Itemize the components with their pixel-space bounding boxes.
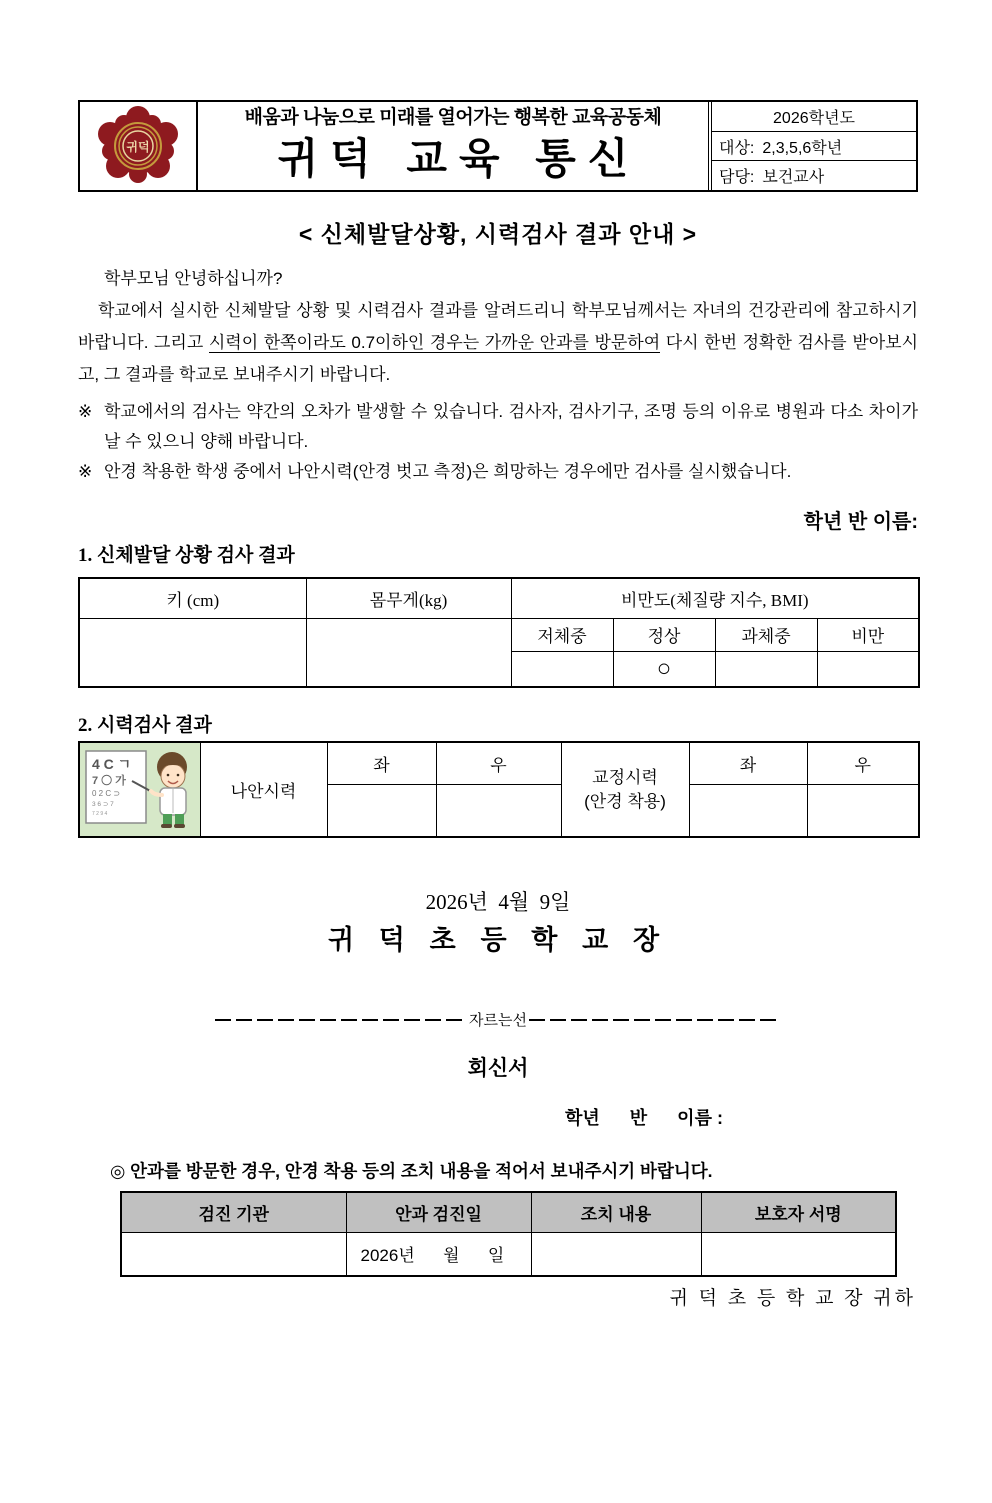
eye-chart-row: 3 6 ⊃ 7	[92, 801, 114, 808]
guardian-sign-header-cell: 보호자 서명	[701, 1192, 896, 1232]
naked-right-header-cell: 우	[436, 742, 561, 784]
document-page	[0, 100, 992, 1503]
school-year: 2026학년도	[773, 109, 855, 127]
header-info-box	[708, 102, 916, 190]
bmi-mark-underweight-cell	[511, 651, 613, 687]
bmi-category-cell: 정상	[613, 618, 715, 651]
header-center	[198, 102, 708, 190]
clinic-header-cell: 검진 기관	[121, 1192, 346, 1232]
manager-value: 보건교사	[762, 169, 825, 187]
corrected-left-value-cell	[689, 784, 807, 837]
body-text-before: 학교에서 실시한 신체발달 상황 및 시력검사 결과를 알려드리니 학부모님께서는 자녀의 건강관리에 참고하시기 바랍니다. 그리고	[78, 301, 918, 352]
corrected-left-header-cell: 좌	[689, 742, 807, 784]
vision-test-table	[78, 741, 920, 838]
bmi-mark-overweight-cell	[715, 651, 817, 687]
weight-value-cell	[306, 618, 511, 687]
note-item	[78, 397, 918, 457]
notice-body	[78, 263, 918, 391]
height-header-cell: 키 (cm)	[79, 578, 306, 618]
eye-chart-row: 7 2 9 4	[92, 811, 108, 817]
note-text: 안경 착용한 학생 중에서 나안시력(안경 벗고 측정)은 희망하는 경우에만 검사를 실시했습니다.	[104, 462, 792, 481]
physical-development-table	[78, 577, 920, 688]
addressee-line: 귀 덕 초 등 학 교 장 귀하	[669, 1288, 916, 1309]
bmi-category-cell: 과체중	[715, 618, 817, 651]
clinic-value-cell	[121, 1232, 346, 1276]
corrected-right-value-cell	[807, 784, 919, 837]
eye-chart-illustration	[80, 743, 199, 831]
reply-student-info-line: 학년 반 이름 :	[565, 1108, 723, 1128]
notice-title: < 신체발달상황, 시력검사 결과 안내 >	[298, 221, 698, 247]
manager-row	[712, 160, 916, 190]
section2-heading: 2. 시력검사 결과	[78, 715, 212, 736]
body-text-underlined: 시력이 한쪽이라도 0.7이하인 경우는 가까운 안과를 방문하여	[208, 333, 661, 352]
note-marker: ※	[78, 462, 93, 481]
weight-header-cell: 몸무게(kg)	[306, 578, 511, 618]
school-logo-icon	[90, 104, 186, 188]
bmi-category-cell: 저체중	[511, 618, 613, 651]
greeting-line: 학부모님 안녕하십니까?	[104, 269, 283, 288]
target-row	[712, 131, 916, 161]
issue-date: 2026년 4월 9일	[425, 890, 571, 914]
corrected-vision-line2: (안경 착용)	[584, 791, 666, 811]
naked-right-value-cell	[436, 784, 561, 837]
exam-date-header-cell: 안과 검진일	[346, 1192, 531, 1232]
cut-line	[78, 1009, 918, 1030]
student-info-line: 학년 반 이름:	[803, 511, 918, 533]
cut-line-dashes-left	[215, 1019, 467, 1021]
eye-chart-row: 4 C ㄱ	[92, 756, 132, 772]
exam-date-value-cell: 2026년 월 일	[346, 1232, 531, 1276]
eye-chart-row: 0 2 C ⊃	[92, 789, 121, 798]
note-item	[78, 457, 918, 487]
cut-line-label: 자르는선	[469, 1012, 527, 1029]
corrected-vision-line1: 교정시력	[592, 767, 658, 787]
selection-circle-mark: ○	[656, 654, 672, 682]
body-paragraph	[78, 295, 918, 391]
naked-left-value-cell	[327, 784, 436, 837]
school-year-row	[712, 102, 916, 131]
eye-chart-illustration-cell	[79, 742, 200, 837]
height-value-cell	[79, 618, 306, 687]
header-banner	[78, 100, 918, 192]
guardian-sign-value-cell	[701, 1232, 896, 1276]
reply-form-title: 회신서	[467, 1057, 529, 1080]
reply-table	[120, 1191, 897, 1277]
cut-line-dashes-right	[529, 1019, 781, 1021]
action-header-cell: 조치 내용	[531, 1192, 701, 1232]
target-value: 2,3,5,6학년	[762, 139, 843, 157]
school-slogan: 배움과 나눔으로 미래를 열어가는 행복한 교육공동체	[244, 107, 662, 128]
naked-eye-label-cell: 나안시력	[200, 742, 327, 837]
corrected-right-header-cell: 우	[807, 742, 919, 784]
note-text: 학교에서의 검사는 약간의 오차가 발생할 수 있습니다. 검사자, 검사기구, 조명 등의 이유로 병원과 다소 차이가 날 수 있으니 양해 바랍니다.	[104, 402, 918, 451]
logo-text: 귀덕	[126, 140, 150, 154]
manager-label: 담당:	[719, 169, 755, 187]
section1-heading: 1. 신체발달 상황 검사 결과	[78, 545, 295, 566]
action-value-cell	[531, 1232, 701, 1276]
reply-instruction: ◎ 안과를 방문한 경우, 안경 착용 등의 조치 내용을 적어서 보내주시기 바랍니다.	[110, 1161, 713, 1181]
target-label: 대상:	[719, 139, 755, 157]
notes-block	[78, 397, 918, 487]
principal-signature: 귀 덕 초 등 학 교 장	[327, 925, 669, 955]
bmi-mark-normal-cell	[613, 651, 715, 687]
school-logo-cell	[80, 102, 198, 190]
bmi-header-cell: 비만도(체질량 지수, BMI)	[511, 578, 919, 618]
bmi-category-cell: 비만	[817, 618, 919, 651]
corrected-vision-label-cell	[561, 742, 689, 837]
bmi-mark-obese-cell	[817, 651, 919, 687]
eye-chart-row: 7 〇 가	[92, 775, 127, 787]
naked-left-header-cell: 좌	[327, 742, 436, 784]
body-text-after: 다시 한번 정확한 검사를 받아보시고, 그 결과를 학교로 보내주시기 바랍니다.	[78, 333, 919, 384]
newsletter-title: 귀덕 교육 통신	[277, 135, 641, 182]
note-marker: ※	[78, 402, 93, 421]
